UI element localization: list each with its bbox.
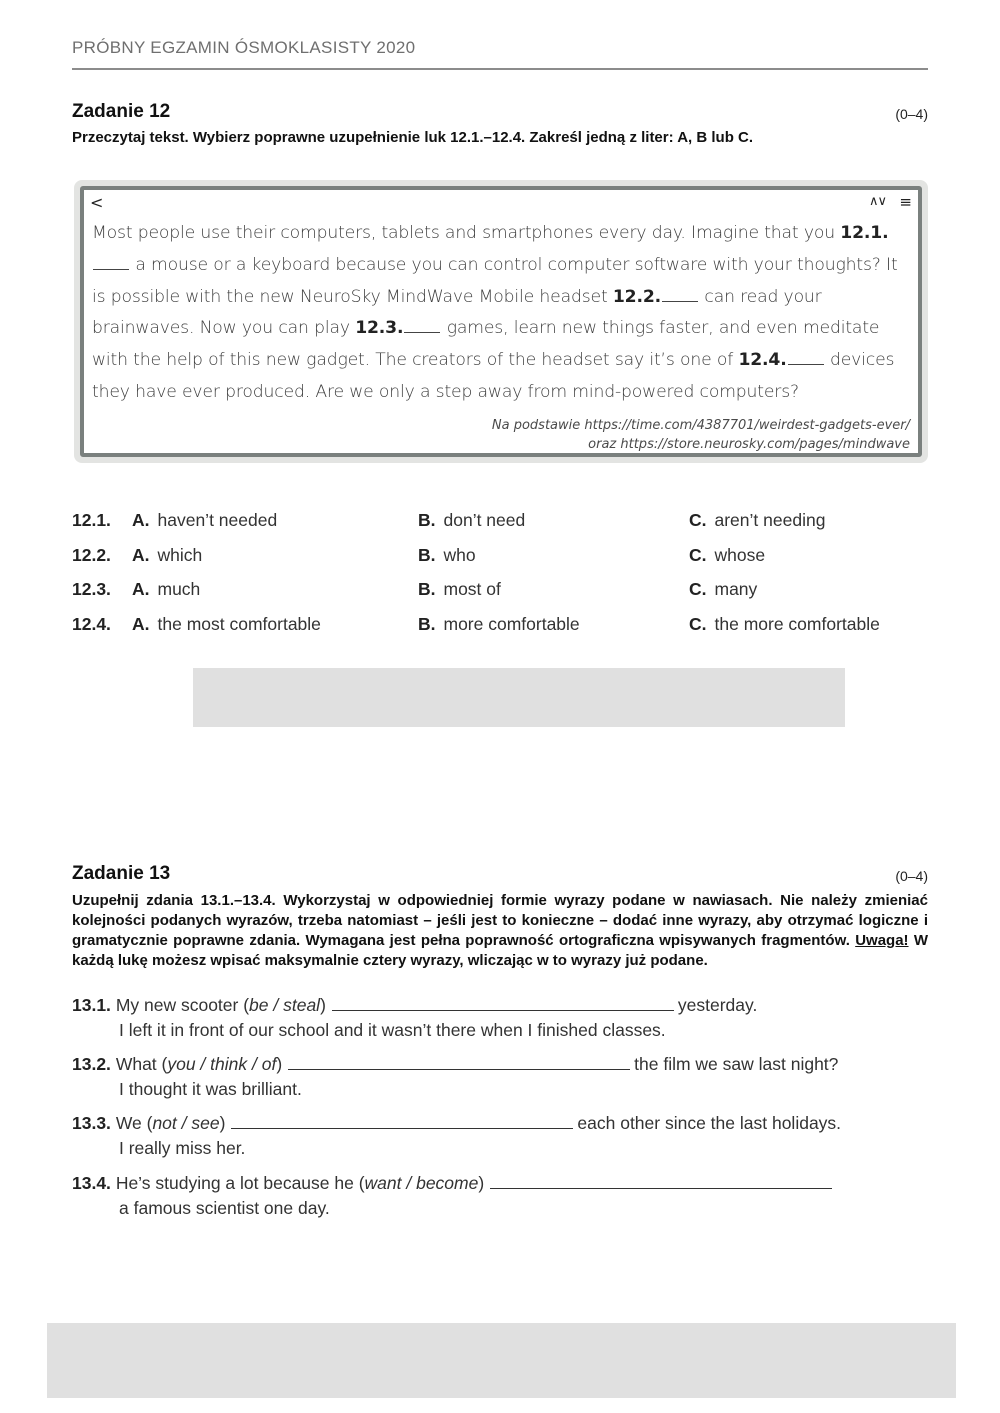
- source-line: oraz https://store.neurosky.com/pages/mindwave: [588, 437, 910, 452]
- source-citation: [492, 416, 910, 454]
- option-text: whose: [714, 544, 766, 565]
- option-letter: A.: [132, 613, 150, 634]
- instruction-text: Uzupełnij zdania 13.1.–13.4. Wykorzystaj w odpowiedniej formie wyrazy podane w nawiasach. Nie należy zmieniać kolejności podanych wyrazów, trzeba natomiast – jeśli jest to konieczne – dodać inne wyrazy, aby otrzymać logiczne i gramatycznie poprawne zdania. Wymagana jest pełna poprawność ortograficzna wpisywanych fragmentów.: [72, 892, 928, 949]
- option-letter: C.: [689, 510, 707, 530]
- question-number: 12.4.: [72, 613, 111, 634]
- option-c[interactable]: [689, 579, 757, 600]
- gap-fill-item: [72, 1052, 928, 1111]
- item-text: ): [276, 1054, 283, 1074]
- menu-icon[interactable]: ≡: [899, 193, 912, 211]
- option-text: many: [714, 579, 758, 599]
- option-text: haven’t needed: [157, 510, 278, 530]
- item-hint: you / think / of: [167, 1054, 277, 1074]
- option-a[interactable]: [132, 579, 200, 600]
- passage-text: games, learn new things faster, and even meditate with the help of this new gadget. The creators of the headset say it’s one of: [92, 318, 880, 371]
- option-a[interactable]: [132, 614, 321, 635]
- gap-line: [788, 364, 824, 365]
- option-letter: B.: [418, 613, 436, 634]
- gap-label: 12.4.: [738, 350, 787, 371]
- task-12-points: (0–4): [895, 106, 928, 122]
- instruction-text: W każdą lukę możesz wpisać maksymalnie cztery wyrazy, wliczając w to wyrazy już podane.: [72, 932, 929, 969]
- passage-text: can read your brainwaves. Now you can play: [92, 286, 822, 339]
- back-arrow-icon[interactable]: <: [90, 193, 104, 212]
- answer-blank[interactable]: [490, 1171, 832, 1189]
- gap-label: 12.3.: [355, 318, 404, 339]
- question-number: 12.2.: [72, 544, 111, 565]
- gap-fill-item: [72, 1111, 928, 1171]
- reading-text-frame: [74, 180, 928, 463]
- gap-fill-item: [72, 1171, 928, 1230]
- option-c[interactable]: [689, 510, 825, 531]
- question-number: 12.3.: [72, 579, 111, 599]
- option-text: more comfortable: [443, 613, 580, 634]
- item-hint: want / become: [364, 1173, 479, 1193]
- item-hint: not / see: [152, 1113, 220, 1133]
- page-header: [72, 38, 928, 70]
- item-context: I left it in front of our school and it wasn’t there when I finished classes.: [119, 1020, 666, 1040]
- item-text: He’s studying a lot because he (: [115, 1173, 365, 1193]
- reading-passage: [92, 218, 910, 409]
- task-13-points: (0–4): [895, 868, 928, 884]
- passage-text: a mouse or a keyboard because you can control computer software with your thoughts? It is possible with the new NeuroSky MindWave Mobile headset: [92, 254, 898, 307]
- answer-blank[interactable]: [332, 993, 674, 1011]
- item-text: What (: [115, 1054, 168, 1074]
- item-context: I thought it was brilliant.: [119, 1079, 302, 1099]
- question-number: 12.1.: [72, 510, 111, 530]
- option-text: don’t need: [443, 510, 526, 530]
- option-b[interactable]: [418, 579, 501, 600]
- exam-title: PRÓBNY EGZAMIN ÓSMOKLASISTY 2020: [72, 38, 416, 57]
- option-text: much: [157, 579, 201, 599]
- source-line: Na podstawie https://time.com/4387701/weirdest-gadgets-ever/: [491, 418, 910, 433]
- task-12-options: [72, 508, 928, 646]
- option-a[interactable]: [132, 545, 202, 566]
- item-text: ): [320, 995, 326, 1015]
- item-text: each other since the last holidays.: [577, 1113, 842, 1133]
- answer-placeholder-box: [193, 668, 845, 727]
- option-letter: A.: [132, 510, 150, 530]
- option-b[interactable]: [418, 510, 525, 531]
- item-context: I really miss her.: [119, 1138, 246, 1158]
- option-letter: A.: [132, 579, 150, 599]
- question-row: [72, 612, 928, 647]
- option-a[interactable]: [132, 510, 277, 531]
- option-c[interactable]: [689, 614, 880, 635]
- item-text: We (: [115, 1113, 153, 1133]
- gap-line: [93, 269, 129, 270]
- task-12-title: Zadanie 12: [72, 101, 171, 122]
- reading-text-panel: [80, 186, 922, 457]
- answer-blank[interactable]: [288, 1052, 630, 1070]
- option-text: who: [443, 544, 476, 565]
- option-b[interactable]: [418, 545, 476, 566]
- option-text: the more comfortable: [714, 613, 880, 634]
- option-c[interactable]: [689, 545, 765, 566]
- question-row: [72, 508, 928, 543]
- option-text: most of: [443, 579, 501, 599]
- option-b[interactable]: [418, 614, 580, 635]
- reader-nav-bar: [90, 193, 912, 215]
- option-text: aren’t needing: [714, 510, 826, 530]
- gap-line: [404, 332, 440, 333]
- task-13-title: Zadanie 13: [72, 863, 171, 884]
- warning-label: Uwaga!: [855, 932, 909, 949]
- passage-text: Most people use their computers, tablets and smartphones every day. Imagine that you: [92, 223, 835, 243]
- item-text: ): [219, 1113, 226, 1133]
- up-down-arrows-icon[interactable]: ∧∨: [868, 194, 886, 209]
- item-context: a famous scientist one day.: [119, 1198, 330, 1218]
- gap-label: 12.1.: [840, 223, 889, 243]
- task-13-instruction: [72, 891, 928, 971]
- question-row: [72, 543, 928, 578]
- task-12-instruction: Przeczytaj tekst. Wybierz poprawne uzupełnienie luk 12.1.–12.4. Zakreśl jedną z liter: A, B lub C.: [72, 129, 754, 146]
- item-text: the film we saw last night?: [634, 1054, 839, 1074]
- option-letter: B.: [418, 510, 436, 530]
- item-text: My new scooter (: [115, 995, 250, 1015]
- gap-fill-item: [72, 993, 928, 1052]
- item-number: 13.1.: [72, 995, 111, 1015]
- option-text: the most comfortable: [157, 613, 321, 634]
- option-letter: A.: [132, 544, 150, 565]
- task-13-items: [72, 993, 928, 1230]
- footer-placeholder-box: [47, 1323, 956, 1398]
- passage-text: devices they have ever produced. Are we only a step away from mind-powered computers?: [92, 350, 895, 402]
- option-letter: B.: [418, 544, 436, 565]
- answer-blank[interactable]: [231, 1111, 573, 1129]
- option-letter: B.: [418, 579, 436, 599]
- gap-label: 12.2.: [612, 286, 662, 307]
- item-number: 13.3.: [72, 1113, 111, 1133]
- option-letter: C.: [689, 613, 707, 634]
- item-text: yesterday.: [677, 995, 758, 1015]
- item-text: ): [478, 1173, 485, 1193]
- option-letter: C.: [689, 544, 707, 565]
- item-number: 13.2.: [72, 1054, 111, 1074]
- gap-line: [662, 301, 698, 302]
- option-letter: C.: [689, 579, 707, 599]
- item-number: 13.4.: [72, 1173, 111, 1193]
- question-row: [72, 577, 928, 612]
- item-hint: be / steal: [249, 995, 321, 1015]
- option-text: which: [157, 544, 203, 565]
